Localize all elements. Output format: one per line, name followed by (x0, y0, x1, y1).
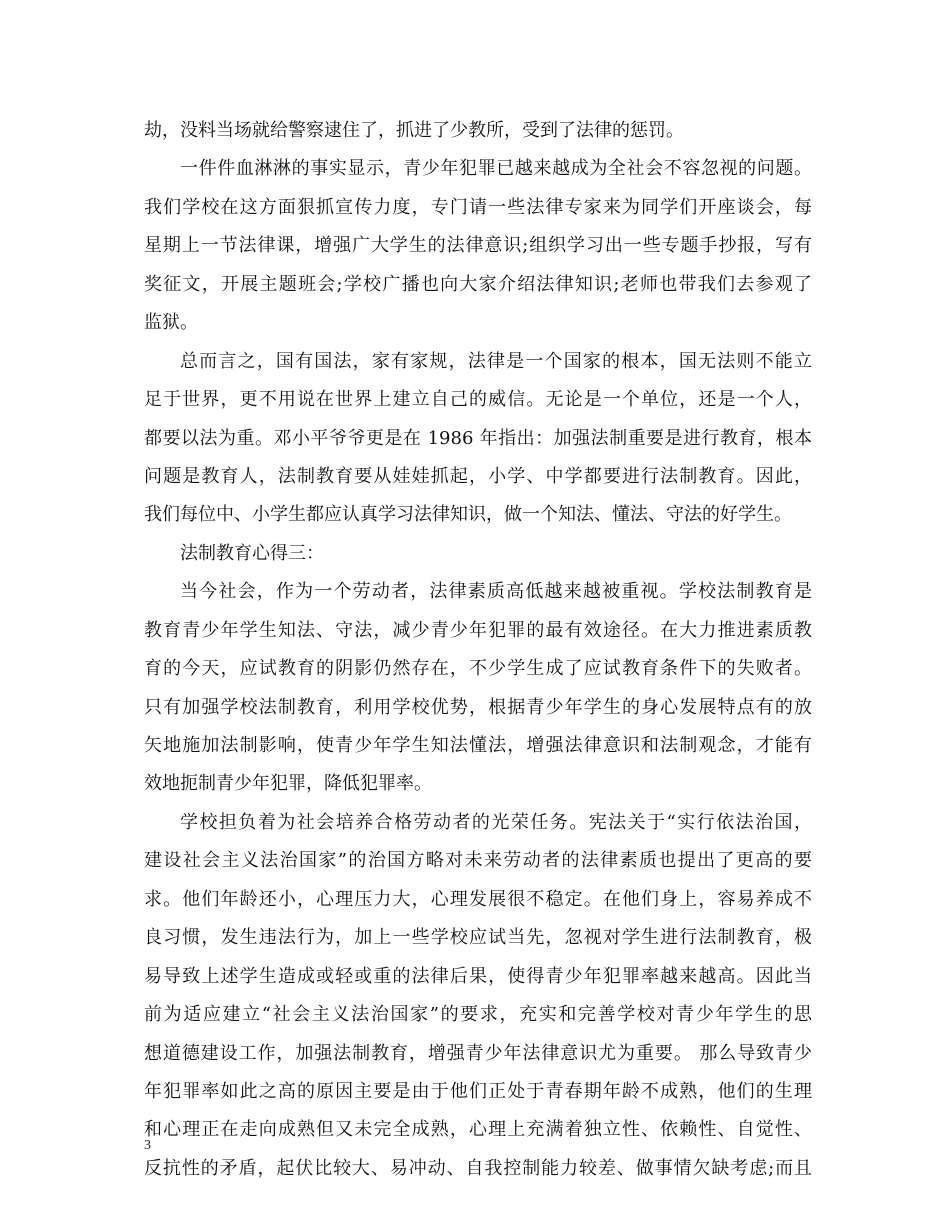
paragraph-first-line: 当今社会，作为一个劳动者，法律素质高低越来越被重视。学校法制教育是 (180, 581, 812, 603)
text-line: 问题是教育人，法制教育要从娃娃抓起，小学、中学都要进行法制教育。因此， (144, 465, 812, 487)
text-line: 年犯罪率如此之高的原因主要是由于他们正处于青春期年龄不成熟，他们的生理 (144, 1080, 812, 1102)
text-line: 足于世界，更不用说在世界上建立自己的威信。无论是一个单位，还是一个人， (144, 389, 812, 411)
text-line: 监狱。 (144, 312, 198, 334)
text-line: 良习惯，发生违法行为，加上一些学校应试当先，忽视对学生进行法制教育，极 (144, 927, 812, 949)
text-line: 我们每位中、小学生都应认真学习法律知识，做一个知法、懂法、守法的好学生。 (144, 504, 792, 526)
text-line: 育的今天，应试教育的阴影仍然存在，不少学生成了应试教育条件下的失败者。 (144, 658, 812, 680)
text-line: 反抗性的矛盾，起伏比较大、易冲动、自我控制能力较差、做事情欠缺考虑;而且 (144, 1157, 812, 1179)
page-number: 3 (144, 1138, 151, 1153)
text-line: 求。他们年龄还小，心理压力大，心理发展很不稳定。在他们身上，容易养成不 (144, 888, 812, 910)
text-line: 易导致上述学生造成或轻或重的法律后果，使得青少年犯罪率越来越高。因此当 (144, 965, 812, 987)
text-line: 劫，没料当场就给警察逮住了，抓进了少教所，受到了法律的惩罚。 (144, 120, 684, 141)
paragraph-first-line: 总而言之，国有国法，家有家规，法律是一个国家的根本，国无法则不能立 (180, 350, 812, 372)
text-line: 星期上一节法律课，增强广大学生的法律意识;组织学习出一些专题手抄报，写有 (144, 235, 812, 257)
text-line: 教育青少年学生知法、守法，减少青少年犯罪的最有效途径。在大力推进素质教 (144, 619, 812, 641)
text-line: 和心理正在走向成熟但又未完全成熟，心理上充满着独立性、依赖性、自觉性、 (144, 1119, 812, 1141)
document-body (144, 112, 812, 1188)
paragraph-first-line: 学校担负着为社会培养合格劳动者的光荣任务。宪法关于“实行依法治国， (180, 811, 812, 833)
text-line: 都要以法为重。邓小平爷爷更是在 1986 年指出：加强法制重要是进行教育，根本 (144, 427, 812, 449)
text-line: 只有加强学校法制教育，利用学校优势，根据青少年学生的身心发展特点有的放 (144, 696, 812, 718)
section-heading: 法制教育心得三： (180, 542, 324, 564)
text-line: 奖征文，开展主题班会;学校广播也向大家介绍法律知识;老师也带我们去参观了 (144, 273, 812, 295)
text-line: 建设社会主义法治国家”的治国方略对未来劳动者的法律素质也提出了更高的要 (144, 850, 812, 872)
text-line: 我们学校在这方面狠抓宣传力度，专门请一些法律专家来为同学们开座谈会，每 (144, 196, 812, 218)
text-line: 矢地施加法制影响，使青少年学生知法懂法，增强法律意识和法制观念，才能有 (144, 735, 812, 756)
text-line: 效地扼制青少年犯罪，降低犯罪率。 (144, 773, 432, 795)
text-line: 想道德建设工作，加强法制教育，增强青少年法律意识尤为重要。 那么导致青少 (144, 1042, 812, 1064)
paragraph-first-line: 一件件血淋淋的事实显示，青少年犯罪已越来越成为全社会不容忽视的问题。 (180, 158, 812, 180)
text-line: 前为适应建立“社会主义法治国家”的要求，充实和完善学校对青少年学生的思 (144, 1004, 812, 1026)
